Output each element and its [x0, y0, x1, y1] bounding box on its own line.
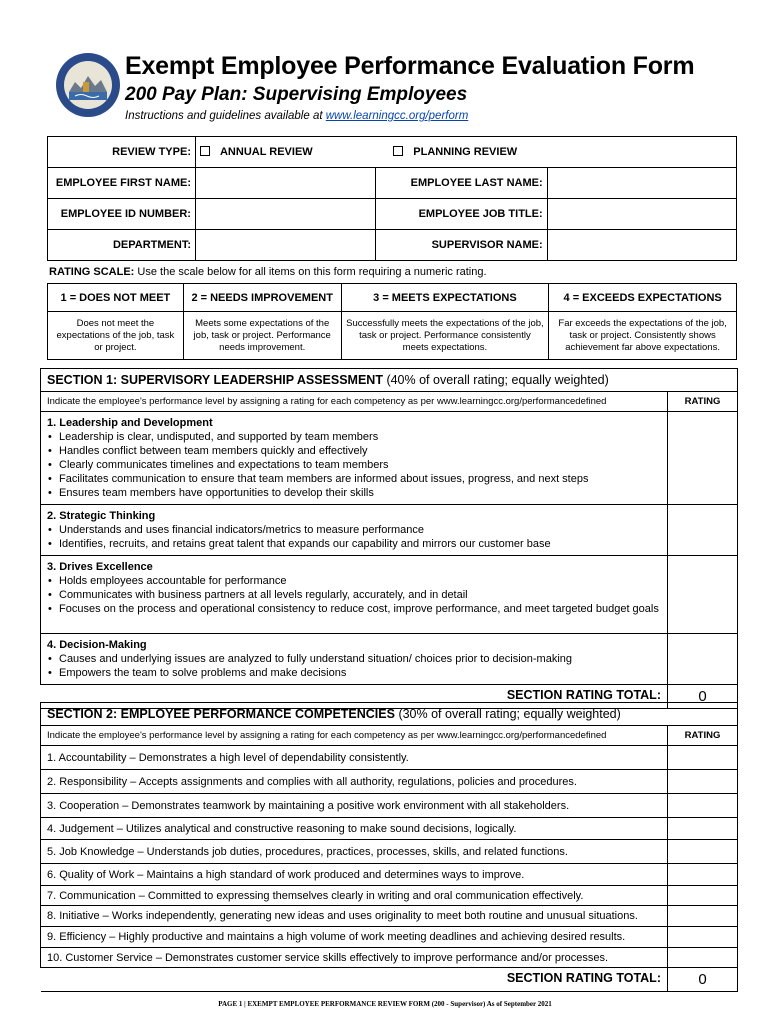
list-item: • Holds employees accountable for performance — [47, 574, 661, 588]
scale-level-desc: Does not meet the expectations of the job, task or project. — [48, 312, 184, 360]
list-item: • Causes and underlying issues are analyzed to fully understand situation/ choices prior to decision-making — [47, 652, 661, 666]
employee-id-field[interactable] — [195, 199, 375, 230]
rating-input-cell[interactable] — [668, 634, 738, 685]
instructions-link[interactable]: www.learningcc.org/perform — [325, 110, 469, 122]
rating-input-cell[interactable] — [668, 948, 738, 968]
competency-row — [41, 556, 738, 634]
competency-item: 7. Communication – Committed to expressing themselves clearly in writing and oral communication effectively. — [41, 886, 668, 906]
supervisor-name-label: SUPERVISOR NAME: — [375, 230, 547, 261]
competency-item: 5. Job Knowledge – Understands job duties, procedures, practices, processes, skills, and related functions. — [41, 840, 668, 864]
rating-input-cell[interactable] — [668, 927, 738, 948]
rating-scale-heading: RATING SCALE: — [49, 266, 135, 278]
list-item: • Facilitates communication to ensure that team members are informed about issues, progress, and next steps — [47, 472, 661, 486]
department-label: DEPARTMENT: — [48, 230, 196, 261]
rating-input-cell[interactable] — [668, 906, 738, 927]
instructions-prefix: Instructions and guidelines available at — [125, 110, 326, 122]
competency-row — [41, 412, 738, 505]
section2-total-label: SECTION RATING TOTAL: — [41, 968, 668, 992]
scale-level-desc: Successfully meets the expectations of the job, task or project. Performance consistently meets expectations. — [341, 312, 549, 360]
competency-title: 3. Drives Excellence — [47, 561, 153, 573]
rating-scale-table — [47, 283, 737, 360]
competency-row — [41, 505, 738, 556]
competency-bullets — [47, 652, 661, 680]
rating-scale-instruction: Use the scale below for all items on this form requiring a numeric rating. — [134, 266, 487, 278]
competency-row — [41, 634, 738, 685]
competency-item: 2. Responsibility – Accepts assignments and complies with all authority, regulations, policies and procedures. — [41, 770, 668, 794]
scale-level-desc: Meets some expectations of the job, task or project. Performance needs improvement. — [183, 312, 341, 360]
section2-rating-header: RATING — [668, 726, 738, 746]
section1-title — [41, 369, 738, 392]
section1-title-bold: SECTION 1: SUPERVISORY LEADERSHIP ASSESSMENT — [47, 373, 383, 387]
last-name-label: EMPLOYEE LAST NAME: — [375, 168, 547, 199]
list-item: • Understands and uses financial indicators/metrics to measure performance — [47, 523, 661, 537]
department-field[interactable] — [195, 230, 375, 261]
competency-item: 8. Initiative – Works independently, generating new ideas and uses originality to meet both routine and unusual situations. — [41, 906, 668, 927]
section2-title-bold: SECTION 2: EMPLOYEE PERFORMANCE COMPETENCIES — [47, 707, 395, 721]
planning-review-checkbox[interactable] — [393, 146, 403, 156]
competency-item: 6. Quality of Work – Maintains a high standard of work produced and determines ways to improve. — [41, 864, 668, 886]
page-footer: PAGE 1 | EXEMPT EMPLOYEE PERFORMANCE REVIEW FORM (200 - Supervisor) As of September 2021 — [218, 1000, 552, 1008]
section2-table — [40, 702, 738, 992]
rating-input-cell[interactable] — [668, 864, 738, 886]
annual-review-checkbox[interactable] — [200, 146, 210, 156]
rating-input-cell[interactable] — [668, 794, 738, 818]
rating-input-cell[interactable] — [668, 505, 738, 556]
rating-input-cell[interactable] — [668, 840, 738, 864]
competency-title: 2. Strategic Thinking — [47, 510, 156, 522]
competency-bullets — [47, 523, 661, 551]
competency-item: 10. Customer Service – Demonstrates customer service skills effectively to improve performance and/or processes. — [41, 948, 668, 968]
section1-title-rest: (40% of overall rating; equally weighted) — [382, 373, 609, 387]
scale-level-title: 2 = NEEDS IMPROVEMENT — [183, 284, 341, 312]
list-item: • Ensures team members have opportunities to develop their skills — [47, 486, 661, 500]
annual-review-option[interactable] — [195, 137, 375, 168]
list-item: • Handles conflict between team members quickly and effectively — [47, 444, 661, 458]
city-seal-logo — [55, 52, 121, 118]
rating-input-cell[interactable] — [668, 412, 738, 505]
form-subtitle: 200 Pay Plan: Supervising Employees — [125, 84, 468, 105]
list-item: • Leadership is clear, undisputed, and supported by team members — [47, 430, 661, 444]
list-item: • Identifies, recruits, and retains great talent that expands our capability and mirrors our customer base — [47, 537, 661, 551]
competency-item: 4. Judgement – Utilizes analytical and constructive reasoning to make sound decisions, logically. — [41, 818, 668, 840]
rating-input-cell[interactable] — [668, 770, 738, 794]
annual-review-label: ANNUAL REVIEW — [219, 146, 313, 158]
rating-input-cell[interactable] — [668, 556, 738, 634]
section2-indicate-text: Indicate the employee's performance level by assigning a rating for each competency as per www.learningcc.org/performancedefined — [41, 726, 668, 746]
section1-total-label: SECTION RATING TOTAL: — [41, 685, 668, 709]
rating-input-cell[interactable] — [668, 818, 738, 840]
first-name-field[interactable] — [195, 168, 375, 199]
scale-level-title: 4 = EXCEEDS EXPECTATIONS — [549, 284, 737, 312]
list-item: • Clearly communicates timelines and expectations to team members — [47, 458, 661, 472]
job-title-field[interactable] — [547, 199, 736, 230]
last-name-field[interactable] — [547, 168, 736, 199]
employee-id-label: EMPLOYEE ID NUMBER: — [48, 199, 196, 230]
list-item: • Empowers the team to solve problems and make decisions — [47, 666, 661, 680]
instructions-text — [125, 110, 468, 122]
competency-item: 9. Efficiency – Highly productive and maintains a high volume of work meeting deadlines and achieving desired results. — [41, 927, 668, 948]
form-header — [55, 52, 755, 124]
section1-indicate-text: Indicate the employee's performance level by assigning a rating for each competency as per www.learningcc.org/performancedefined — [41, 392, 668, 412]
section1-total-value: 0 — [668, 685, 738, 709]
rating-input-cell[interactable] — [668, 886, 738, 906]
form-title: Exempt Employee Performance Evaluation Form — [125, 52, 695, 80]
competency-item: 1. Accountability – Demonstrates a high level of dependability consistently. — [41, 746, 668, 770]
section2-total-value: 0 — [668, 968, 738, 992]
competency-item: 3. Cooperation – Demonstrates teamwork by maintaining a positive work environment with all stakeholders. — [41, 794, 668, 818]
job-title-label: EMPLOYEE JOB TITLE: — [375, 199, 547, 230]
competency-title: 4. Decision-Making — [47, 639, 147, 651]
competency-bullets — [47, 430, 661, 500]
employee-info-table — [47, 136, 737, 261]
section2-title-rest: (30% of overall rating; equally weighted) — [394, 707, 621, 721]
competency-title: 1. Leadership and Development — [47, 417, 213, 429]
planning-review-label: PLANNING REVIEW — [413, 146, 518, 158]
list-item: • Communicates with business partners at all levels regularly, accurately, and in detail — [47, 588, 661, 602]
competency-bullets — [47, 574, 661, 616]
scale-level-desc: Far exceeds the expectations of the job, task or project. Consistently shows achievement far above expectations. — [549, 312, 737, 360]
section2-title — [41, 703, 738, 726]
section1-table — [40, 368, 738, 709]
review-type-label: REVIEW TYPE: — [48, 137, 196, 168]
list-item: • Focuses on the process and operational consistency to reduce cost, improve performance, and meet targeted budget goals — [47, 602, 661, 616]
scale-level-title: 1 = DOES NOT MEET — [48, 284, 184, 312]
supervisor-name-field[interactable] — [547, 230, 736, 261]
first-name-label: EMPLOYEE FIRST NAME: — [48, 168, 196, 199]
section1-rating-header: RATING — [668, 392, 738, 412]
rating-scale-label — [49, 266, 487, 278]
scale-level-title: 3 = MEETS EXPECTATIONS — [341, 284, 549, 312]
planning-review-option[interactable] — [375, 137, 736, 168]
rating-input-cell[interactable] — [668, 746, 738, 770]
